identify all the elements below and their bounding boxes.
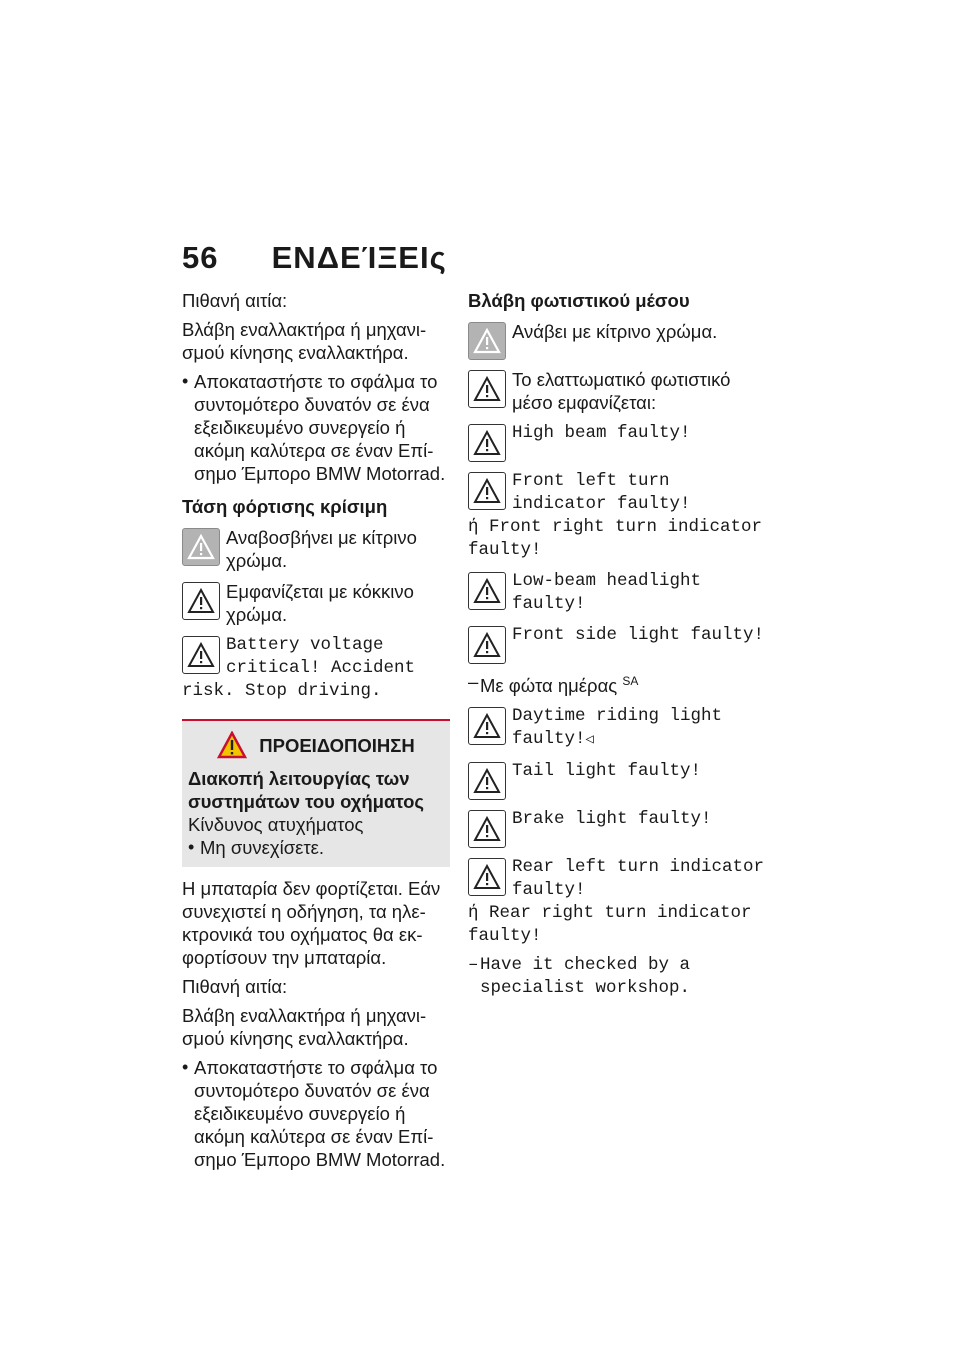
warning-triangle-icon (182, 528, 220, 566)
warning-triangle-icon (468, 322, 506, 360)
warning-triangle-icon (468, 626, 506, 664)
indicator-message: Αναβοσβήνει με κίτρινο χρώμα. (182, 526, 450, 572)
display-message: Rear left turn indicator faulty! (468, 856, 768, 902)
warning-triangle-icon (182, 582, 220, 620)
page-number: 56 (182, 240, 219, 275)
dash-item: – Με φώτα ημέρας $^{SA}$ (468, 671, 639, 697)
dash-item: – Have it checked by a specialist workshop. (468, 955, 691, 999)
warning-triangle-icon (468, 370, 506, 408)
display-message: Battery voltage critical! Accident (182, 634, 450, 680)
display-message: High beam faulty! (468, 422, 768, 462)
bullet-item: • Αποκαταστήστε το σφάλμα το συντομότερο δυνατόν σε ένα εξειδικευμένο συνεργείο ή ακόμη καλύτερα σε έναν Επίσημο Έμπορο BMW Motorrad. (182, 1057, 446, 1170)
display-message: Tail light faulty! (468, 760, 768, 800)
end-marker-icon: ◁ (585, 732, 594, 749)
page-header (182, 240, 447, 276)
warning-triangle-icon (468, 762, 506, 800)
warning-triangle-red-icon (217, 731, 247, 759)
display-message-continued: risk. Stop driving. (182, 681, 382, 701)
warning-bullet: • Μη συνεχίσετε. (188, 837, 325, 858)
warning-triangle-icon (468, 472, 506, 510)
warning-triangle-icon (468, 707, 506, 745)
warning-text: Κίνδυνος ατυχήματος (188, 814, 364, 835)
warning-triangle-icon (468, 858, 506, 896)
cause-label: Πιθανή αιτία: (182, 976, 288, 997)
section-heading: Βλάβη φωτιστικού μέσου (468, 290, 690, 311)
warning-triangle-icon (468, 424, 506, 462)
warning-title: ΠΡΟΕΙΔΟΠΟΙΗΣΗ (188, 731, 444, 759)
cause-text: Βλάβη εναλλακτήρα ή μηχανισμού κίνησης εναλλακτήρα. (182, 1005, 427, 1049)
paragraph: Η μπαταρία δεν φορτίζεται. Εάν συνεχιστεί η οδήγηση, τα ηλεκτρονικά του οχήματος θα εκφορτίσουν την μπαταρία. (182, 878, 441, 968)
cause-label: Πιθανή αιτία: (182, 290, 288, 311)
indicator-message: Εμφανίζεται με κόκκινο χρώμα. (182, 580, 450, 626)
section-heading: Τάση φόρτισης κρίσιμη (182, 496, 388, 517)
sa-superscript: SA (622, 674, 639, 688)
display-message: Low-beam headlight faulty! (468, 570, 768, 616)
warning-triangle-icon (468, 810, 506, 848)
left-column (182, 289, 450, 1177)
display-message: Brake light faulty! (468, 808, 768, 848)
bullet-dot-icon: • (182, 1057, 189, 1077)
bullet-item: • Αποκαταστήστε το σφάλμα το συντομότερο δυνατόν σε ένα εξειδικευμένο συνεργείο ή ακόμη καλύτερα σε έναν Επίσημο Έμπορο BMW Motorrad. (182, 371, 446, 484)
indicator-message: Ανάβει με κίτρινο χρώμα. (468, 320, 768, 360)
warning-triangle-icon (468, 572, 506, 610)
cause-text: Βλάβη εναλλακτήρα ή μηχανισμού κίνησης εναλλακτήρα. (182, 319, 427, 363)
page-title: ΕΝΔΕΊΞΕΙς (271, 240, 447, 275)
display-message-alternative: ή Front right turn indicator faulty! (468, 517, 763, 560)
warning-box (182, 719, 450, 867)
display-message-alternative: ή Rear right turn indicator faulty! (468, 903, 752, 947)
display-message: Daytime riding light faulty!◁ (468, 705, 768, 752)
bullet-dot-icon: • (182, 371, 189, 391)
indicator-message: Το ελαττωματικό φωτιστικό μέσο εμφανίζεται: (468, 368, 768, 414)
bullet-dot-icon: • (188, 837, 195, 857)
warning-triangle-icon (182, 636, 220, 674)
warning-heading: Διακοπή λειτουργίας των συστημάτων του οχήματος (188, 768, 425, 812)
display-message: Front side light faulty! (468, 624, 768, 664)
display-message: Front left turn indicator faulty! (468, 470, 768, 516)
right-column (468, 289, 768, 1004)
